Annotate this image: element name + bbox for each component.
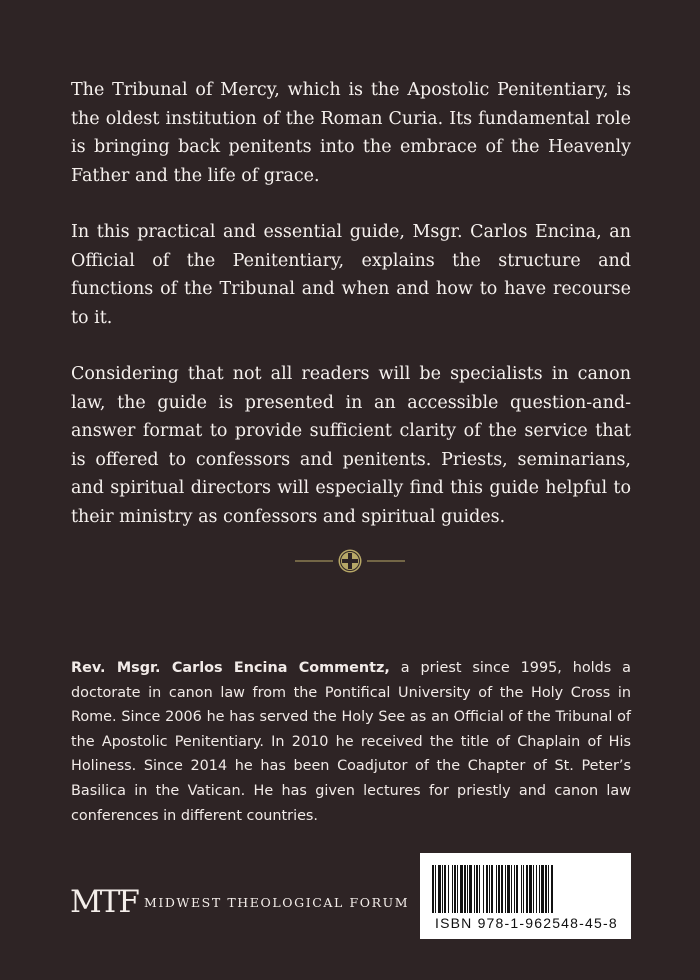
barcode-bar	[474, 865, 475, 913]
cross-ornament-icon	[295, 546, 405, 576]
barcode-bar	[548, 865, 549, 913]
barcode-bar	[523, 865, 524, 913]
barcode-bar	[529, 865, 532, 913]
barcode-bar	[541, 865, 544, 913]
barcode-bar	[438, 865, 441, 913]
description-paragraph-3: Considering that not all readers will be specialists in canon law, the guide is presented in an accessible question-and-answer format to provide sufficient clarity of the service that is offered to confessors and penitents. Priests, seminarians, and spiritual directors will especially find this guide helpful to their ministry as confessors and spiritual guides.	[71, 364, 631, 527]
barcode-bar	[521, 865, 522, 913]
barcode-bar	[464, 865, 466, 913]
barcode-bar	[511, 865, 512, 913]
barcode-bar	[545, 865, 547, 913]
book-description	[71, 76, 631, 559]
barcode-bar	[483, 865, 484, 913]
barcode-bar	[507, 865, 510, 913]
barcode-bar	[516, 865, 518, 913]
section-divider	[295, 546, 405, 576]
barcode-bar	[442, 865, 443, 913]
barcode-bar	[460, 865, 463, 913]
author-bio	[71, 656, 631, 828]
description-paragraph-2: In this practical and essential guide, Msgr. Carlos Encina, an Official of the Penitentiary, explains the structure and functions of the Tribunal and when and how to have recourse to it.	[71, 222, 631, 328]
barcode-bar	[469, 865, 472, 913]
author-name: Rev. Msgr. Carlos Encina Commentz,	[71, 660, 390, 676]
barcode-bar	[491, 865, 493, 913]
barcode-bar	[452, 865, 453, 913]
barcode-bar	[476, 865, 478, 913]
barcode-bar	[435, 865, 436, 913]
barcode-bar	[489, 865, 490, 913]
barcode-bar	[457, 865, 458, 913]
barcode-bar	[526, 865, 528, 913]
barcode-bar	[479, 865, 480, 913]
barcode-bar	[454, 865, 456, 913]
barcode-bar	[496, 865, 497, 913]
publisher-name: MIDWEST THEOLOGICAL FORUM	[143, 894, 410, 910]
barcode-bar	[539, 865, 540, 913]
barcode-bar	[498, 865, 500, 913]
barcode-bar	[467, 865, 468, 913]
barcode-bar	[536, 865, 537, 913]
barcode-bar	[486, 865, 488, 913]
author-bio-paragraph	[71, 656, 631, 828]
barcode-icon	[432, 865, 619, 913]
barcode-bar	[551, 865, 553, 913]
publisher-logo	[70, 880, 409, 924]
barcode-bar	[505, 865, 506, 913]
author-bio-text: a priest since 1995, holds a doctorate in canon law from the Pontifical University of the Holy Cross in Rome. Since 2006 he has served the Holy See as an Official of the Tribunal of the Apostolic Penitentiary. In 2010 he received the title of Chaplain of His Holiness. Since 2014 he has been Coadjutor of the Chapter of St. Peter’s Basilica in the Vatican. He has given lectures for priestly and canon law conferences in different countries.	[71, 660, 631, 824]
barcode-bar	[432, 865, 434, 913]
barcode-bar	[501, 865, 503, 913]
description-paragraph-1: The Tribunal of Mercy, which is the Apostolic Penitentiary, is the oldest institution of the Roman Curia. Its fundamental role is bringing back penitents into the embrace of the Heavenly Father and the life of grace.	[71, 80, 631, 186]
isbn-number: ISBN 978-1-962548-45-8	[435, 915, 618, 931]
barcode-bar	[444, 865, 446, 913]
barcode-bar	[448, 865, 449, 913]
barcode-bar	[533, 865, 534, 913]
publisher-logo-mark: MTF	[70, 884, 138, 920]
barcode-bar	[514, 865, 515, 913]
isbn-barcode-box	[420, 853, 631, 939]
